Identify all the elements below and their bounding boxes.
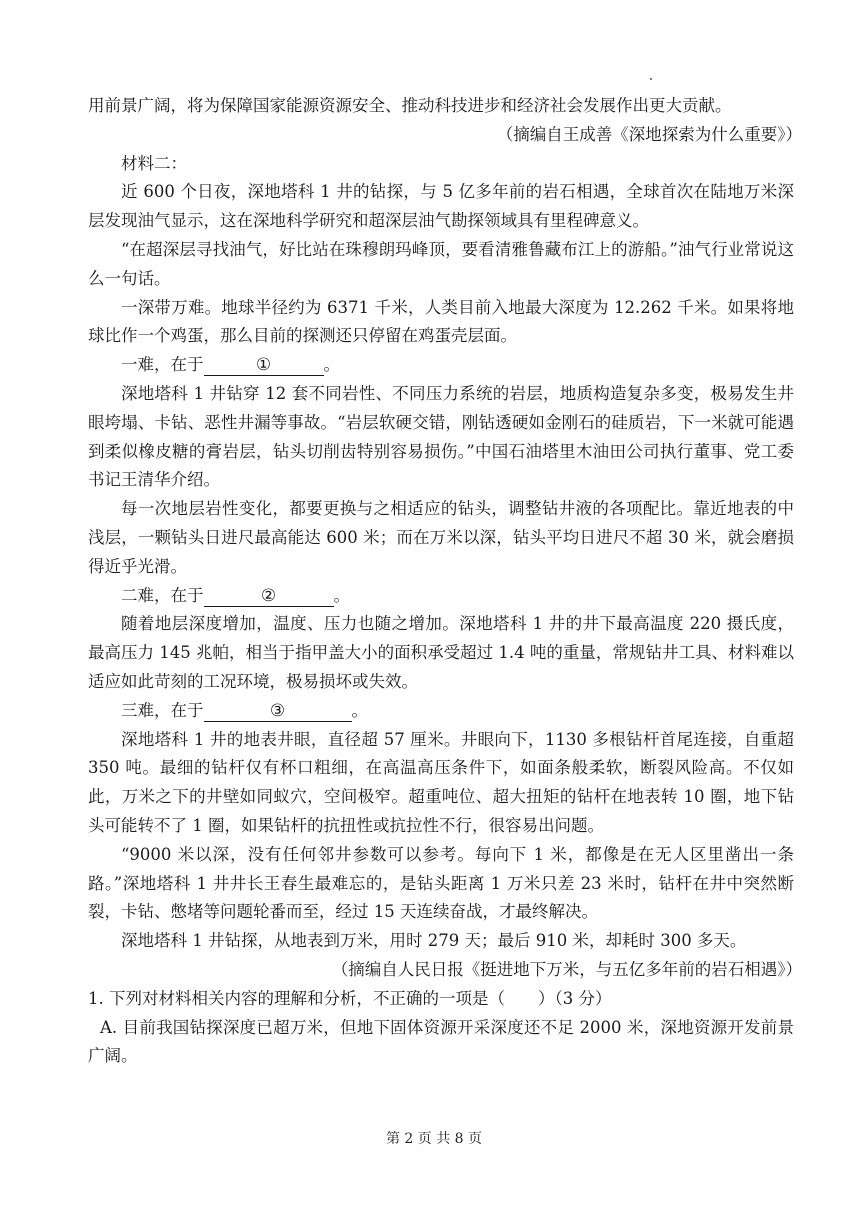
paragraph-8: “9000 米以深，没有任何邻井参数可以参考。每向下 1 米，都像是在无人区里凿出一条路。”深地塔科 1 井井长王春生最难忘的，是钻头距离 1 万米只差 23 米时，钻杆在井中突然断裂，卡钻、憋堵等问题轮番而至，经过 15 天连续奋战，才最终解决。: [88, 844, 794, 922]
scan-dot: [650, 78, 652, 80]
paragraph-1: 近 600 个日夜，深地塔科 1 井的钻探，与 5 亿多年前的岩石相遇，全球首次在陆地万米深层发现油气显示，这在深地科学研究和超深层油气勘探领域具有里程碑意义。: [88, 182, 794, 231]
blank-2-prefix: 二难，在于: [121, 585, 204, 605]
paragraph-2: “在超深层寻找油气，好比站在珠穆朗玛峰顶，要看清雅鲁藏布江上的游船。”油气行业常说这么一句话。: [88, 239, 794, 288]
blank-3-prefix: 三难，在于: [121, 700, 204, 720]
blank-2-line: [88, 582, 794, 611]
paragraph-5: 每一次地层岩性变化，都要更换与之相适应的钻头，调整钻井液的各项配比。靠近地表的中浅层，一颗钻头日进尺最高能达 600 米；而在万米以深，钻头平均日进尺不超 30 米，就会磨损得近乎光滑。: [88, 499, 794, 576]
blank-1-suffix: 。: [323, 355, 340, 375]
material-2-title: 材料二：: [121, 153, 187, 173]
blank-1-marker: ①: [255, 355, 272, 376]
option-a[interactable]: A. 目前我国钻探深度已超万米，但地下固体资源开采深度还不足 2000 米，深地资源开发前景广阔。: [88, 1017, 794, 1066]
intro-continuation: 用前景广阔，将为保障国家能源资源安全、推动科技进步和经济社会发展作出更大贡献。: [88, 96, 732, 115]
blank-1-prefix: 一难，在于: [121, 355, 204, 375]
document-body: [88, 92, 802, 1071]
paragraph-3: 一深带万难。地球半径约为 6371 千米，人类目前入地最大深度为 12.262 千米。如果将地球比作一个鸡蛋，那么目前的探测还只停留在鸡蛋壳层面。: [88, 297, 794, 346]
blank-3-field[interactable]: [204, 701, 352, 722]
blank-1-line: [88, 351, 794, 380]
page-footer: 第 2 页 共 8 页: [385, 1131, 483, 1147]
blank-3-line: [88, 697, 794, 726]
blank-1-field[interactable]: [204, 355, 324, 376]
paragraph-6: 随着地层深度增加，温度、压力也随之增加。深地塔科 1 井的井下最高温度 220 摄氏度，最高压力 145 兆帕，相当于指甲盖大小的面积承受超过 1.4 吨的重量，常规钻井工具、材料难以适应如此苛刻的工况环境，极易损坏或失效。: [88, 614, 794, 691]
blank-2-field[interactable]: [204, 586, 334, 607]
blank-3-marker: ③: [269, 700, 286, 721]
paragraph-4: 深地塔科 1 井钻穿 12 套不同岩性、不同压力系统的岩层，地质构造复杂多变，极易发生井眼垮塌、卡钻、恶性井漏等事故。“岩层软硬交错，刚钻透硬如金刚石的硅质岩，下一米就可能遇到柔似橡皮糖的膏岩层，钻头切削齿特别容易损伤。”中国石油塔里木油田公司执行董事、党工委书记王清华介绍。: [88, 383, 794, 490]
paragraph-7: 深地塔科 1 井的地表井眼，直径超 57 厘米。井眼向下，1130 多根钻杆首尾连接，自重超 350 吨。最细的钻杆仅有杯口粗细，在高温高压条件下，如面条般柔软，断裂风险高。不仅如此，万米之下的井壁如同蚁穴，空间极窄。超重吨位、超大扭矩的钻杆在地表转 10 圈，地下钻头可能转不了 1 圈，如果钻杆的抗扭性或抗拉性不行，很容易出问题。: [88, 729, 794, 835]
blank-3-suffix: 。: [351, 700, 368, 720]
question-1: 1. 下列对材料相关内容的理解和分析，不正确的一项是（ ）（3 分）: [88, 988, 612, 1008]
blank-2-suffix: 。: [333, 585, 350, 605]
paragraph-9: 深地塔科 1 井钻探，从地表到万米，用时 279 天；最后 910 米，却耗时 300 多天。: [121, 931, 747, 951]
blank-2-marker: ②: [260, 585, 277, 606]
source-citation-2: （摘编自人民日报《挺进地下万米，与五亿多年前的岩石相遇》）: [331, 959, 802, 979]
source-citation-1: （摘编自王成善《深地探索为什么重要》）: [496, 124, 802, 144]
